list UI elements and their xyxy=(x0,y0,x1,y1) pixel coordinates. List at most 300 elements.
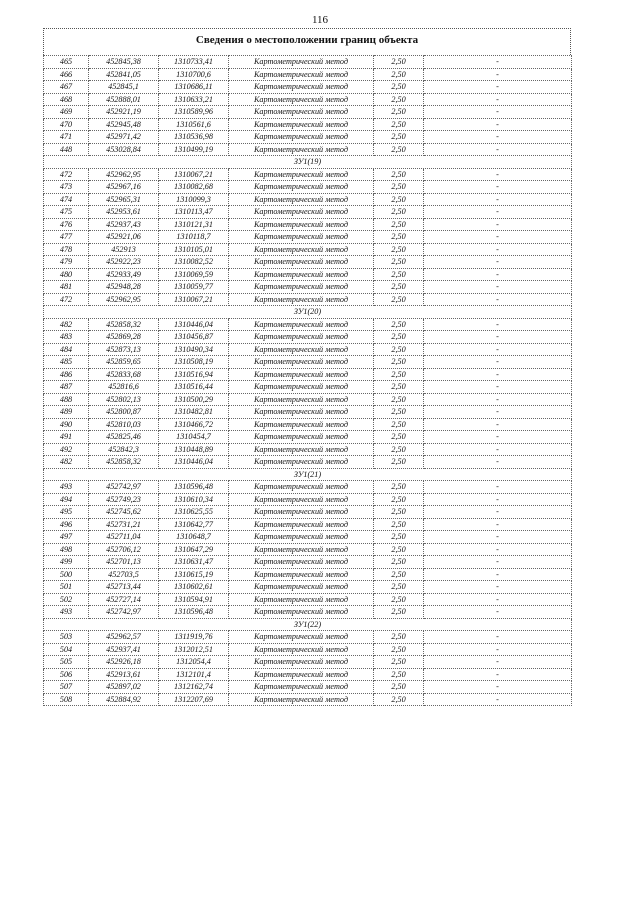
description: - xyxy=(424,206,572,219)
description: - xyxy=(424,606,572,619)
coord-y: 1310490,34 xyxy=(159,343,229,356)
coord-x: 452713,44 xyxy=(89,581,159,594)
method: Картометрический метод xyxy=(229,218,374,231)
method: Картометрический метод xyxy=(229,581,374,594)
coord-y: 1312101,4 xyxy=(159,668,229,681)
accuracy: 2,50 xyxy=(374,106,424,119)
accuracy: 2,50 xyxy=(374,181,424,194)
coord-x: 452833,68 xyxy=(89,368,159,381)
table-row xyxy=(44,381,572,394)
point-number: 501 xyxy=(44,581,89,594)
point-number: 503 xyxy=(44,631,89,644)
accuracy: 2,50 xyxy=(374,418,424,431)
accuracy: 2,50 xyxy=(374,193,424,206)
point-number: 492 xyxy=(44,443,89,456)
point-number: 489 xyxy=(44,406,89,419)
coord-y: 1310113,47 xyxy=(159,206,229,219)
description: - xyxy=(424,593,572,606)
description: - xyxy=(424,406,572,419)
method: Картометрический метод xyxy=(229,93,374,106)
table-row xyxy=(44,518,572,531)
accuracy: 2,50 xyxy=(374,331,424,344)
coord-x: 452701,13 xyxy=(89,556,159,569)
table-row xyxy=(44,606,572,619)
coord-y: 1310700,6 xyxy=(159,68,229,81)
coord-y: 1310067,21 xyxy=(159,168,229,181)
description: - xyxy=(424,293,572,306)
point-number: 477 xyxy=(44,231,89,244)
table-row xyxy=(44,568,572,581)
coord-x: 452858,32 xyxy=(89,456,159,469)
accuracy: 2,50 xyxy=(374,431,424,444)
point-number: 490 xyxy=(44,418,89,431)
method: Картометрический метод xyxy=(229,481,374,494)
point-number: 466 xyxy=(44,68,89,81)
table-row xyxy=(44,293,572,306)
point-number: 491 xyxy=(44,431,89,444)
coord-y: 1310105,01 xyxy=(159,243,229,256)
table-row xyxy=(44,143,572,156)
coord-y: 1310466,72 xyxy=(159,418,229,431)
description: - xyxy=(424,656,572,669)
method: Картометрический метод xyxy=(229,406,374,419)
coord-x: 452742,97 xyxy=(89,606,159,619)
point-number: 502 xyxy=(44,593,89,606)
accuracy: 2,50 xyxy=(374,368,424,381)
accuracy: 2,50 xyxy=(374,493,424,506)
accuracy: 2,50 xyxy=(374,581,424,594)
method: Картометрический метод xyxy=(229,206,374,219)
coord-y: 1310500,29 xyxy=(159,393,229,406)
accuracy: 2,50 xyxy=(374,681,424,694)
coord-y: 1312162,74 xyxy=(159,681,229,694)
method: Картометрический метод xyxy=(229,368,374,381)
coord-y: 1310596,48 xyxy=(159,481,229,494)
accuracy: 2,50 xyxy=(374,506,424,519)
point-number: 495 xyxy=(44,506,89,519)
table-row xyxy=(44,318,572,331)
method: Картометрический метод xyxy=(229,568,374,581)
point-number: 483 xyxy=(44,331,89,344)
coord-y: 1310733,41 xyxy=(159,56,229,69)
description: - xyxy=(424,231,572,244)
method: Картометрический метод xyxy=(229,531,374,544)
description: - xyxy=(424,531,572,544)
coord-x: 452869,28 xyxy=(89,331,159,344)
coord-y: 1310446,04 xyxy=(159,456,229,469)
coord-y: 1310516,94 xyxy=(159,368,229,381)
point-number: 472 xyxy=(44,293,89,306)
table-row xyxy=(44,531,572,544)
coord-x: 452842,3 xyxy=(89,443,159,456)
coord-y: 1310686,11 xyxy=(159,81,229,94)
point-number: 508 xyxy=(44,693,89,706)
coord-x: 452749,23 xyxy=(89,493,159,506)
point-number: 493 xyxy=(44,606,89,619)
coord-x: 452948,28 xyxy=(89,281,159,294)
method: Картометрический метод xyxy=(229,243,374,256)
coord-y: 1310121,31 xyxy=(159,218,229,231)
coord-x: 452703,5 xyxy=(89,568,159,581)
accuracy: 2,50 xyxy=(374,668,424,681)
coord-x: 452800,87 xyxy=(89,406,159,419)
method: Картометрический метод xyxy=(229,456,374,469)
method: Картометрический метод xyxy=(229,231,374,244)
accuracy: 2,50 xyxy=(374,381,424,394)
accuracy: 2,50 xyxy=(374,281,424,294)
description: - xyxy=(424,681,572,694)
coord-y: 1310648,7 xyxy=(159,531,229,544)
accuracy: 2,50 xyxy=(374,93,424,106)
description: - xyxy=(424,481,572,494)
method: Картометрический метод xyxy=(229,443,374,456)
coord-x: 452965,31 xyxy=(89,193,159,206)
point-number: 493 xyxy=(44,481,89,494)
method: Картометрический метод xyxy=(229,318,374,331)
method: Картометрический метод xyxy=(229,81,374,94)
point-number: 465 xyxy=(44,56,89,69)
method: Картометрический метод xyxy=(229,143,374,156)
point-number: 498 xyxy=(44,543,89,556)
point-number: 474 xyxy=(44,193,89,206)
table-row xyxy=(44,406,572,419)
coord-x: 452945,48 xyxy=(89,118,159,131)
coord-y: 1310631,47 xyxy=(159,556,229,569)
coord-x: 452913,61 xyxy=(89,668,159,681)
accuracy: 2,50 xyxy=(374,318,424,331)
coord-y: 1310446,04 xyxy=(159,318,229,331)
description: - xyxy=(424,456,572,469)
description: - xyxy=(424,281,572,294)
accuracy: 2,50 xyxy=(374,268,424,281)
coord-y: 1310082,68 xyxy=(159,181,229,194)
point-number: 485 xyxy=(44,356,89,369)
point-number: 487 xyxy=(44,381,89,394)
table-row xyxy=(44,493,572,506)
accuracy: 2,50 xyxy=(374,393,424,406)
coord-y: 1310069,59 xyxy=(159,268,229,281)
method: Картометрический метод xyxy=(229,131,374,144)
accuracy: 2,50 xyxy=(374,231,424,244)
accuracy: 2,50 xyxy=(374,693,424,706)
coord-x: 452706,12 xyxy=(89,543,159,556)
coord-x: 452731,21 xyxy=(89,518,159,531)
table-row xyxy=(44,431,572,444)
description: - xyxy=(424,331,572,344)
point-number: 481 xyxy=(44,281,89,294)
point-number: 506 xyxy=(44,668,89,681)
coord-x: 452858,32 xyxy=(89,318,159,331)
coord-x: 452742,97 xyxy=(89,481,159,494)
method: Картометрический метод xyxy=(229,543,374,556)
description: - xyxy=(424,581,572,594)
accuracy: 2,50 xyxy=(374,56,424,69)
description: - xyxy=(424,568,572,581)
description: - xyxy=(424,381,572,394)
table-row xyxy=(44,343,572,356)
coord-x: 452825,46 xyxy=(89,431,159,444)
coord-x: 452745,62 xyxy=(89,506,159,519)
coord-y: 1310596,48 xyxy=(159,606,229,619)
description: - xyxy=(424,193,572,206)
section-header-row xyxy=(44,306,572,319)
description: - xyxy=(424,356,572,369)
coord-y: 1310482,81 xyxy=(159,406,229,419)
accuracy: 2,50 xyxy=(374,518,424,531)
point-number: 468 xyxy=(44,93,89,106)
method: Картометрический метод xyxy=(229,493,374,506)
section-header-row xyxy=(44,156,572,169)
method: Картометрический метод xyxy=(229,168,374,181)
point-number: 488 xyxy=(44,393,89,406)
coord-y: 1310099,3 xyxy=(159,193,229,206)
coord-x: 452913 xyxy=(89,243,159,256)
table-row xyxy=(44,481,572,494)
coord-x: 452884,92 xyxy=(89,693,159,706)
section-header-row xyxy=(44,618,572,631)
point-number: 496 xyxy=(44,518,89,531)
table-row xyxy=(44,668,572,681)
table-title: Сведения о местоположении границ объекта xyxy=(43,28,571,55)
coord-x: 452859,65 xyxy=(89,356,159,369)
point-number: 478 xyxy=(44,243,89,256)
method: Картометрический метод xyxy=(229,593,374,606)
page-number: 116 xyxy=(311,14,329,26)
point-number: 482 xyxy=(44,456,89,469)
description: - xyxy=(424,556,572,569)
coord-y: 1310516,44 xyxy=(159,381,229,394)
table-row xyxy=(44,181,572,194)
table-row xyxy=(44,681,572,694)
accuracy: 2,50 xyxy=(374,543,424,556)
accuracy: 2,50 xyxy=(374,81,424,94)
table-row xyxy=(44,193,572,206)
method: Картометрический метод xyxy=(229,293,374,306)
coord-x: 452873,13 xyxy=(89,343,159,356)
method: Картометрический метод xyxy=(229,518,374,531)
accuracy: 2,50 xyxy=(374,131,424,144)
table-row xyxy=(44,506,572,519)
coord-y: 1310067,21 xyxy=(159,293,229,306)
coord-x: 452921,06 xyxy=(89,231,159,244)
coord-y: 1312207,69 xyxy=(159,693,229,706)
description: - xyxy=(424,631,572,644)
coord-x: 452727,14 xyxy=(89,593,159,606)
table-row xyxy=(44,643,572,656)
point-number: 484 xyxy=(44,343,89,356)
accuracy: 2,50 xyxy=(374,556,424,569)
point-number: 469 xyxy=(44,106,89,119)
accuracy: 2,50 xyxy=(374,206,424,219)
description: - xyxy=(424,506,572,519)
method: Картометрический метод xyxy=(229,393,374,406)
method: Картометрический метод xyxy=(229,356,374,369)
accuracy: 2,50 xyxy=(374,456,424,469)
table-row xyxy=(44,356,572,369)
point-number: 486 xyxy=(44,368,89,381)
point-number: 470 xyxy=(44,118,89,131)
point-number: 479 xyxy=(44,256,89,269)
description: - xyxy=(424,668,572,681)
coord-y: 1310536,98 xyxy=(159,131,229,144)
method: Картометрический метод xyxy=(229,606,374,619)
section-header: ЗУ1(20) xyxy=(44,306,572,319)
coord-x: 452810,03 xyxy=(89,418,159,431)
method: Картометрический метод xyxy=(229,693,374,706)
coord-y: 1310456,87 xyxy=(159,331,229,344)
coord-y: 1310615,19 xyxy=(159,568,229,581)
method: Картометрический метод xyxy=(229,181,374,194)
coord-x: 452921,19 xyxy=(89,106,159,119)
point-number: 448 xyxy=(44,143,89,156)
coord-x: 452962,95 xyxy=(89,168,159,181)
table-row xyxy=(44,543,572,556)
method: Картометрический метод xyxy=(229,681,374,694)
coord-y: 1310610,34 xyxy=(159,493,229,506)
method: Картометрический метод xyxy=(229,431,374,444)
coord-x: 452888,01 xyxy=(89,93,159,106)
method: Картометрический метод xyxy=(229,56,374,69)
coord-x: 452802,13 xyxy=(89,393,159,406)
coord-y: 1310642,77 xyxy=(159,518,229,531)
table-row xyxy=(44,68,572,81)
coord-y: 1310594,91 xyxy=(159,593,229,606)
coord-x: 452962,57 xyxy=(89,631,159,644)
coord-x: 452971,42 xyxy=(89,131,159,144)
coord-x: 453028,84 xyxy=(89,143,159,156)
table-row xyxy=(44,693,572,706)
point-number: 505 xyxy=(44,656,89,669)
coord-x: 452845,1 xyxy=(89,81,159,94)
coord-y: 1310448,89 xyxy=(159,443,229,456)
point-number: 472 xyxy=(44,168,89,181)
accuracy: 2,50 xyxy=(374,531,424,544)
method: Картометрический метод xyxy=(229,256,374,269)
description: - xyxy=(424,393,572,406)
method: Картометрический метод xyxy=(229,418,374,431)
table-row xyxy=(44,368,572,381)
table-row xyxy=(44,556,572,569)
accuracy: 2,50 xyxy=(374,243,424,256)
table-row xyxy=(44,456,572,469)
coord-x: 452897,02 xyxy=(89,681,159,694)
table-row xyxy=(44,331,572,344)
coord-x: 452816,6 xyxy=(89,381,159,394)
method: Картометрический метод xyxy=(229,556,374,569)
accuracy: 2,50 xyxy=(374,643,424,656)
description: - xyxy=(424,181,572,194)
coord-x: 452953,61 xyxy=(89,206,159,219)
table-row xyxy=(44,81,572,94)
description: - xyxy=(424,518,572,531)
table-row xyxy=(44,256,572,269)
table-row xyxy=(44,243,572,256)
coord-y: 1310647,29 xyxy=(159,543,229,556)
table-row xyxy=(44,593,572,606)
section-header: ЗУ1(19) xyxy=(44,156,572,169)
point-number: 480 xyxy=(44,268,89,281)
point-number: 499 xyxy=(44,556,89,569)
description: - xyxy=(424,368,572,381)
coord-x: 452922,23 xyxy=(89,256,159,269)
table-row xyxy=(44,93,572,106)
point-number: 467 xyxy=(44,81,89,94)
accuracy: 2,50 xyxy=(374,293,424,306)
description: - xyxy=(424,106,572,119)
coord-y: 1310508,19 xyxy=(159,356,229,369)
coord-y: 1311919,76 xyxy=(159,631,229,644)
method: Картометрический метод xyxy=(229,193,374,206)
description: - xyxy=(424,643,572,656)
description: - xyxy=(424,131,572,144)
table-row xyxy=(44,656,572,669)
description: - xyxy=(424,56,572,69)
accuracy: 2,50 xyxy=(374,406,424,419)
point-number: 482 xyxy=(44,318,89,331)
description: - xyxy=(424,68,572,81)
point-number: 500 xyxy=(44,568,89,581)
coord-y: 1310059,77 xyxy=(159,281,229,294)
description: - xyxy=(424,168,572,181)
table-row xyxy=(44,206,572,219)
accuracy: 2,50 xyxy=(374,631,424,644)
coord-y: 1312012,51 xyxy=(159,643,229,656)
method: Картометрический метод xyxy=(229,106,374,119)
description: - xyxy=(424,493,572,506)
coord-y: 1310499,19 xyxy=(159,143,229,156)
coord-y: 1310625,55 xyxy=(159,506,229,519)
point-number: 473 xyxy=(44,181,89,194)
point-number: 497 xyxy=(44,531,89,544)
table-row xyxy=(44,581,572,594)
section-header: ЗУ1(22) xyxy=(44,618,572,631)
method: Картометрический метод xyxy=(229,118,374,131)
point-number: 504 xyxy=(44,643,89,656)
method: Картометрический метод xyxy=(229,631,374,644)
description: - xyxy=(424,256,572,269)
section-header: ЗУ1(21) xyxy=(44,468,572,481)
method: Картометрический метод xyxy=(229,643,374,656)
table-row xyxy=(44,168,572,181)
method: Картометрический метод xyxy=(229,656,374,669)
accuracy: 2,50 xyxy=(374,143,424,156)
coord-x: 452841,05 xyxy=(89,68,159,81)
coord-y: 1310454,7 xyxy=(159,431,229,444)
coord-x: 452937,41 xyxy=(89,643,159,656)
coord-y: 1310602,61 xyxy=(159,581,229,594)
coord-x: 452933,49 xyxy=(89,268,159,281)
point-number: 507 xyxy=(44,681,89,694)
accuracy: 2,50 xyxy=(374,343,424,356)
method: Картометрический метод xyxy=(229,68,374,81)
method: Картометрический метод xyxy=(229,268,374,281)
table-row xyxy=(44,443,572,456)
point-number: 475 xyxy=(44,206,89,219)
coord-x: 452711,04 xyxy=(89,531,159,544)
coord-y: 1310082,52 xyxy=(159,256,229,269)
accuracy: 2,50 xyxy=(374,656,424,669)
coord-y: 1312054,4 xyxy=(159,656,229,669)
coord-x: 452962,95 xyxy=(89,293,159,306)
table-row xyxy=(44,218,572,231)
accuracy: 2,50 xyxy=(374,568,424,581)
description: - xyxy=(424,243,572,256)
description: - xyxy=(424,93,572,106)
coordinates-table xyxy=(43,55,572,706)
method: Картометрический метод xyxy=(229,343,374,356)
boundary-sheet xyxy=(43,28,571,706)
point-number: 471 xyxy=(44,131,89,144)
